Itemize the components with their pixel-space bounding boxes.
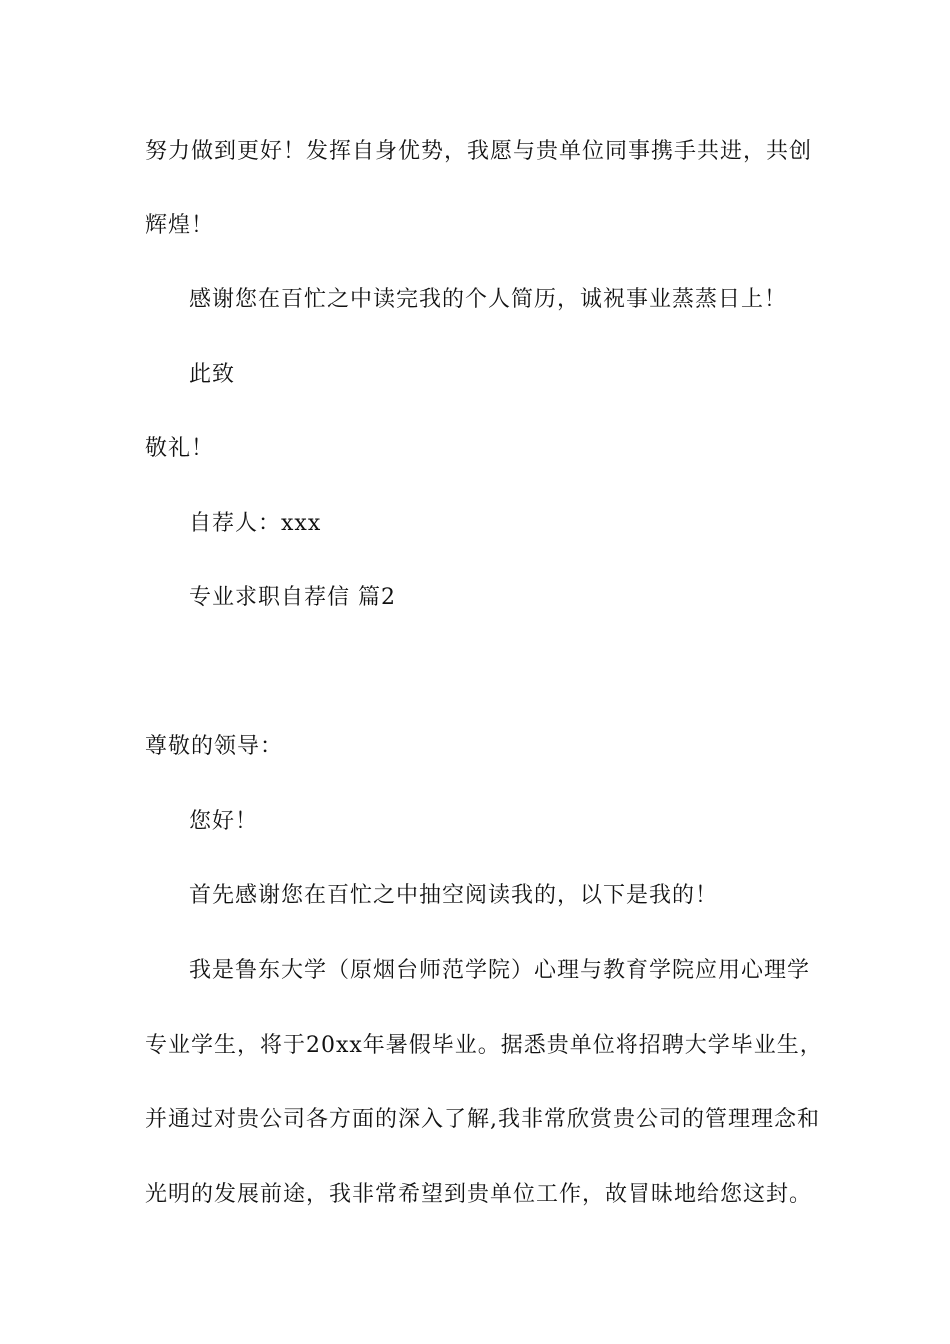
greeting-line: 您好！ <box>189 809 259 834</box>
body-line-4: 光明的发展前途，我非常希望到贵单位工作，故冒昧地给您这封。 <box>145 1182 813 1207</box>
body-line-2: 专业学生，将于20xx年暑假毕业。据悉贵单位将招聘大学毕业生， <box>145 1033 823 1058</box>
intro-line: 首先感谢您在百忙之中抽空阅读我的，以下是我的！ <box>189 883 719 908</box>
greeting-recipient: 尊敬的领导： <box>145 734 284 759</box>
body-line-3: 并通过对贵公司各方面的深入了解,我非常欣赏贵公司的管理理念和 <box>145 1107 820 1132</box>
closing-line: 此致 <box>189 362 236 387</box>
body-line-1: 我是鲁东大学（原烟台师范学院）心理与教育学院应用心理学 <box>189 958 811 983</box>
signature-line: 自荐人：xxx <box>189 511 322 536</box>
paragraph-line-2: 辉煌！ <box>145 213 215 238</box>
paragraph-line-1: 努力做到更好！发挥自身优势，我愿与贵单位同事携手共进，共创 <box>145 139 813 164</box>
section-heading: 专业求职自荐信 篇2 <box>189 585 396 610</box>
thanks-line: 感谢您在百忙之中读完我的个人简历，诚祝事业蒸蒸日上！ <box>189 287 788 312</box>
salutation-close-line: 敬礼！ <box>145 436 215 461</box>
